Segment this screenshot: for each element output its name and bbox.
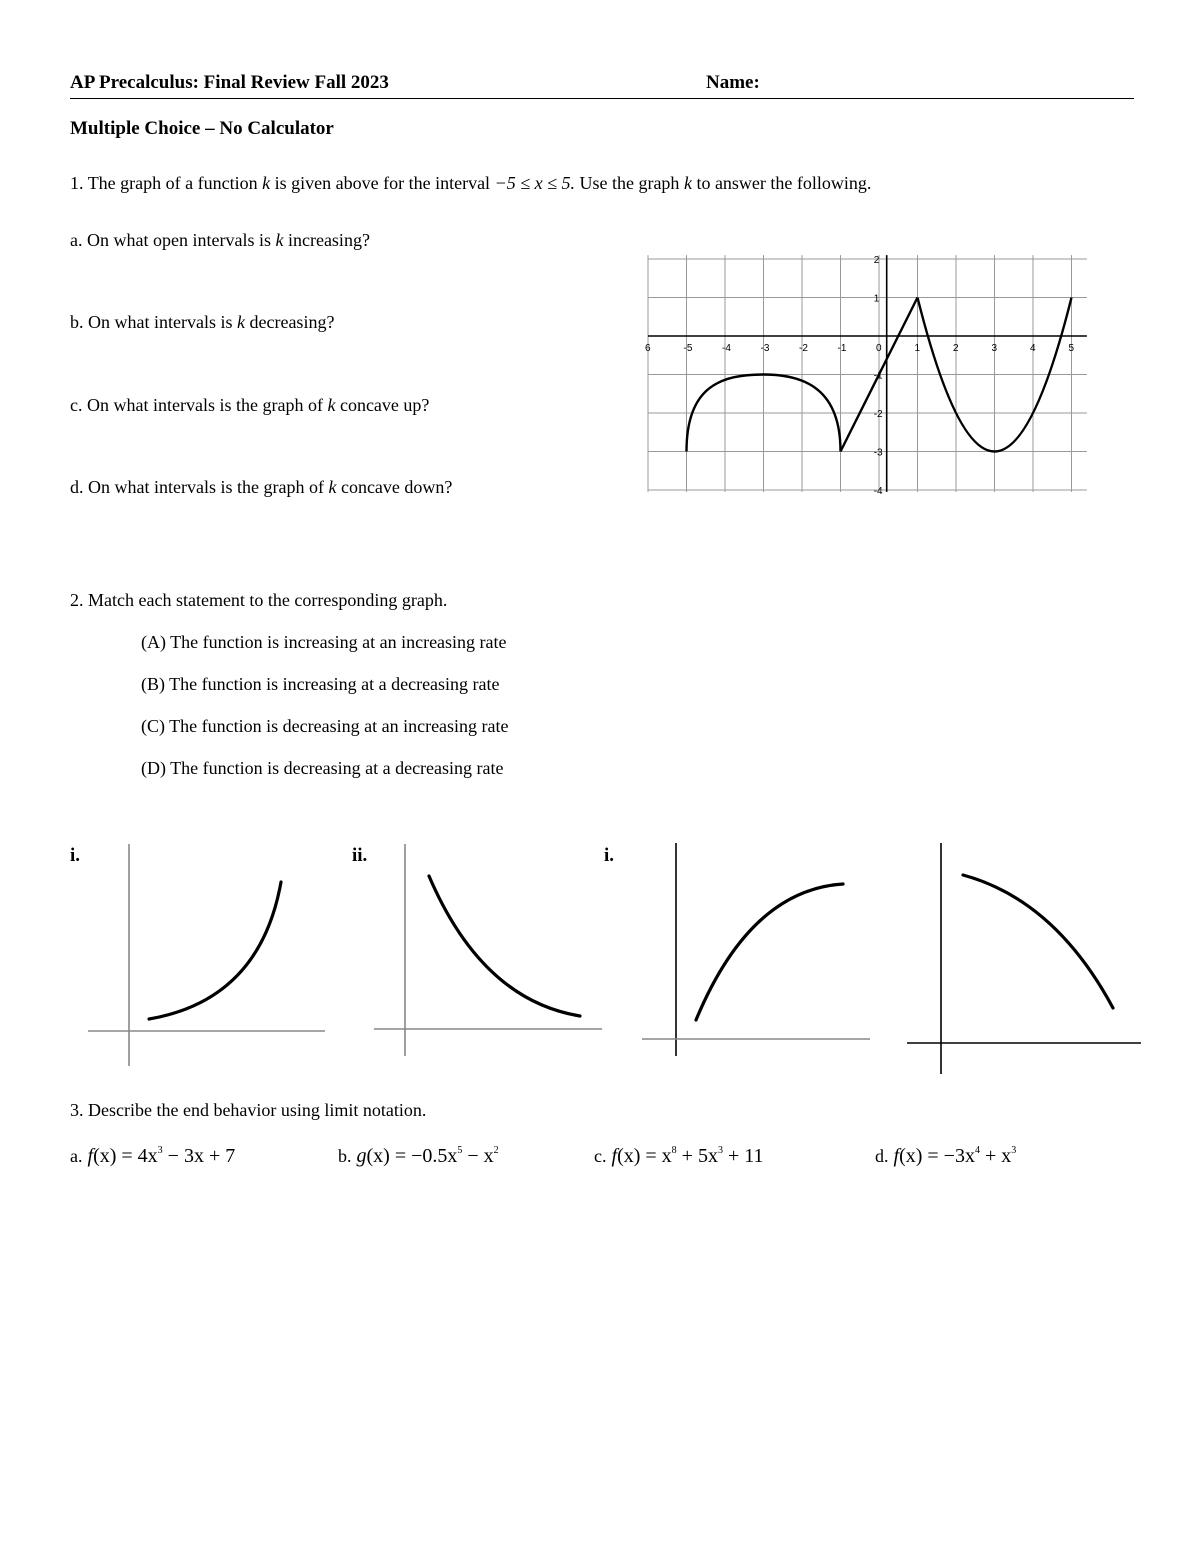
question-number: 3. [70, 1100, 84, 1120]
part-before: On what intervals is the graph of [87, 395, 323, 415]
q1-var: k [262, 173, 271, 193]
x-tick-label: 3 [991, 343, 998, 354]
question-3-text [70, 1100, 426, 1121]
mini-curve [963, 875, 1113, 1008]
y-tick-label: 2 [873, 255, 880, 266]
part-var: k [328, 477, 337, 497]
q1-text-c: Use the graph [579, 173, 680, 193]
fn-rest: − 3x + 7 [162, 1145, 236, 1167]
fn-rest: + x [979, 1145, 1012, 1167]
part-var: k [275, 230, 284, 250]
x-tick-label: -5 [683, 343, 693, 354]
fn-arg: (x) [617, 1145, 641, 1167]
fn-name: g [356, 1145, 367, 1167]
mini-curve [429, 876, 580, 1016]
item-label: c. [594, 1146, 607, 1166]
x-tick-label: 2 [953, 343, 959, 354]
fn-name: f [893, 1145, 900, 1167]
graph-of-k [645, 250, 1095, 500]
statement-c: (C) The function is decreasing at an increasing rate [141, 716, 509, 736]
part-label: b. [70, 312, 84, 332]
fn-name: f [611, 1145, 618, 1167]
q3-item-d [875, 1145, 1016, 1168]
part-before: On what intervals is the graph of [88, 477, 324, 497]
question-1-text [70, 173, 871, 194]
q1-interval: −5 ≤ x ≤ 5. [494, 173, 575, 193]
part-after: concave up? [339, 395, 430, 415]
x-tick-label: 6 [645, 343, 651, 354]
part-after: increasing? [287, 230, 370, 250]
name-label: Name: [706, 72, 760, 93]
exp: 3 [717, 1145, 723, 1156]
x-tick-label: -1 [837, 343, 847, 354]
q1-part-a [70, 230, 370, 251]
q1-text-b: is given above for the interval [274, 173, 491, 193]
fn-eq: = x [645, 1145, 672, 1167]
fn-eq: = −3x [927, 1145, 975, 1167]
part-label: c. [70, 395, 83, 415]
fn-rest-2: + 11 [722, 1145, 764, 1167]
q3-item-c [594, 1145, 764, 1168]
part-var: k [327, 395, 336, 415]
x-tick-label: -2 [799, 343, 808, 354]
graph-label-2: ii. [352, 845, 368, 866]
q2-prompt: Match each statement to the corresponding graph. [88, 590, 448, 610]
item-label: d. [875, 1146, 889, 1166]
q3-prompt: Describe the end behavior using limit notation. [88, 1100, 427, 1120]
item-label: b. [338, 1146, 352, 1166]
part-before: On what open intervals is [87, 230, 271, 250]
q1-var-2: k [683, 173, 692, 193]
x-tick-label: 5 [1068, 343, 1075, 354]
question-2-text [70, 590, 447, 611]
exp: 3 [1011, 1145, 1017, 1156]
question-number: 1. [70, 173, 84, 193]
x-tick-label: -4 [722, 343, 731, 354]
x-tick-label: 1 [914, 343, 921, 354]
q3-item-a [70, 1145, 235, 1168]
exp: 3 [157, 1145, 163, 1156]
fn-rest: + 5x [676, 1145, 718, 1167]
q1-part-b [70, 312, 334, 333]
part-label: a. [70, 230, 83, 250]
q3-item-b [338, 1145, 499, 1168]
part-label: d. [70, 477, 84, 497]
part-before: On what intervals is [88, 312, 233, 332]
exp: 8 [671, 1145, 677, 1156]
fn-eq: = 4x [121, 1145, 158, 1167]
exp: 4 [974, 1145, 980, 1156]
header-rule [70, 98, 1134, 99]
item-label: a. [70, 1146, 83, 1166]
mini-curve [149, 882, 281, 1019]
x-tick-label: 4 [1030, 343, 1036, 354]
fn-name: f [87, 1145, 94, 1167]
q1-text-d: to answer the following. [696, 173, 872, 193]
statement-b: (B) The function is increasing at a decreasing rate [141, 674, 500, 694]
part-after: concave down? [340, 477, 453, 497]
fn-arg: (x) [899, 1145, 923, 1167]
mini-graph-increasing-increasing [85, 840, 330, 1070]
y-tick-label: 1 [873, 293, 880, 305]
q1-part-d [70, 477, 452, 498]
exp: 5 [457, 1145, 463, 1156]
y-tick-label: -4 [873, 486, 883, 497]
mini-graph-decreasing [372, 840, 604, 1060]
q1-part-c [70, 395, 429, 416]
x-tick-label: 0 [876, 343, 882, 354]
y-tick-label: -2 [873, 409, 883, 420]
q1-text-a: The graph of a function [87, 173, 258, 193]
statement-d: (D) The function is decreasing at a decreasing rate [141, 758, 504, 778]
part-after: decreasing? [249, 312, 335, 332]
x-tick-label: -3 [760, 343, 770, 354]
fn-arg: (x) [93, 1145, 117, 1167]
exp: 2 [493, 1145, 499, 1156]
part-var: k [236, 312, 245, 332]
section-title: Multiple Choice – No Calculator [70, 118, 334, 139]
fn-arg: (x) [366, 1145, 390, 1167]
graph-label-3: i. [604, 845, 615, 866]
graph-label-1: i. [70, 845, 81, 866]
fn-eq: = −0.5x [394, 1145, 458, 1167]
y-tick-label: -1 [873, 370, 883, 382]
fn-rest: − x [462, 1145, 494, 1167]
mini-graph-decreasing-decreasing [905, 840, 1143, 1076]
mini-curve [696, 884, 843, 1020]
worksheet-title: AP Precalculus: Final Review Fall 2023 [70, 72, 389, 93]
question-number: 2. [70, 590, 84, 610]
statement-a: (A) The function is increasing at an increasing rate [141, 632, 507, 652]
mini-graph-increasing-decreasing [640, 840, 872, 1060]
y-tick-label: -3 [873, 447, 883, 459]
